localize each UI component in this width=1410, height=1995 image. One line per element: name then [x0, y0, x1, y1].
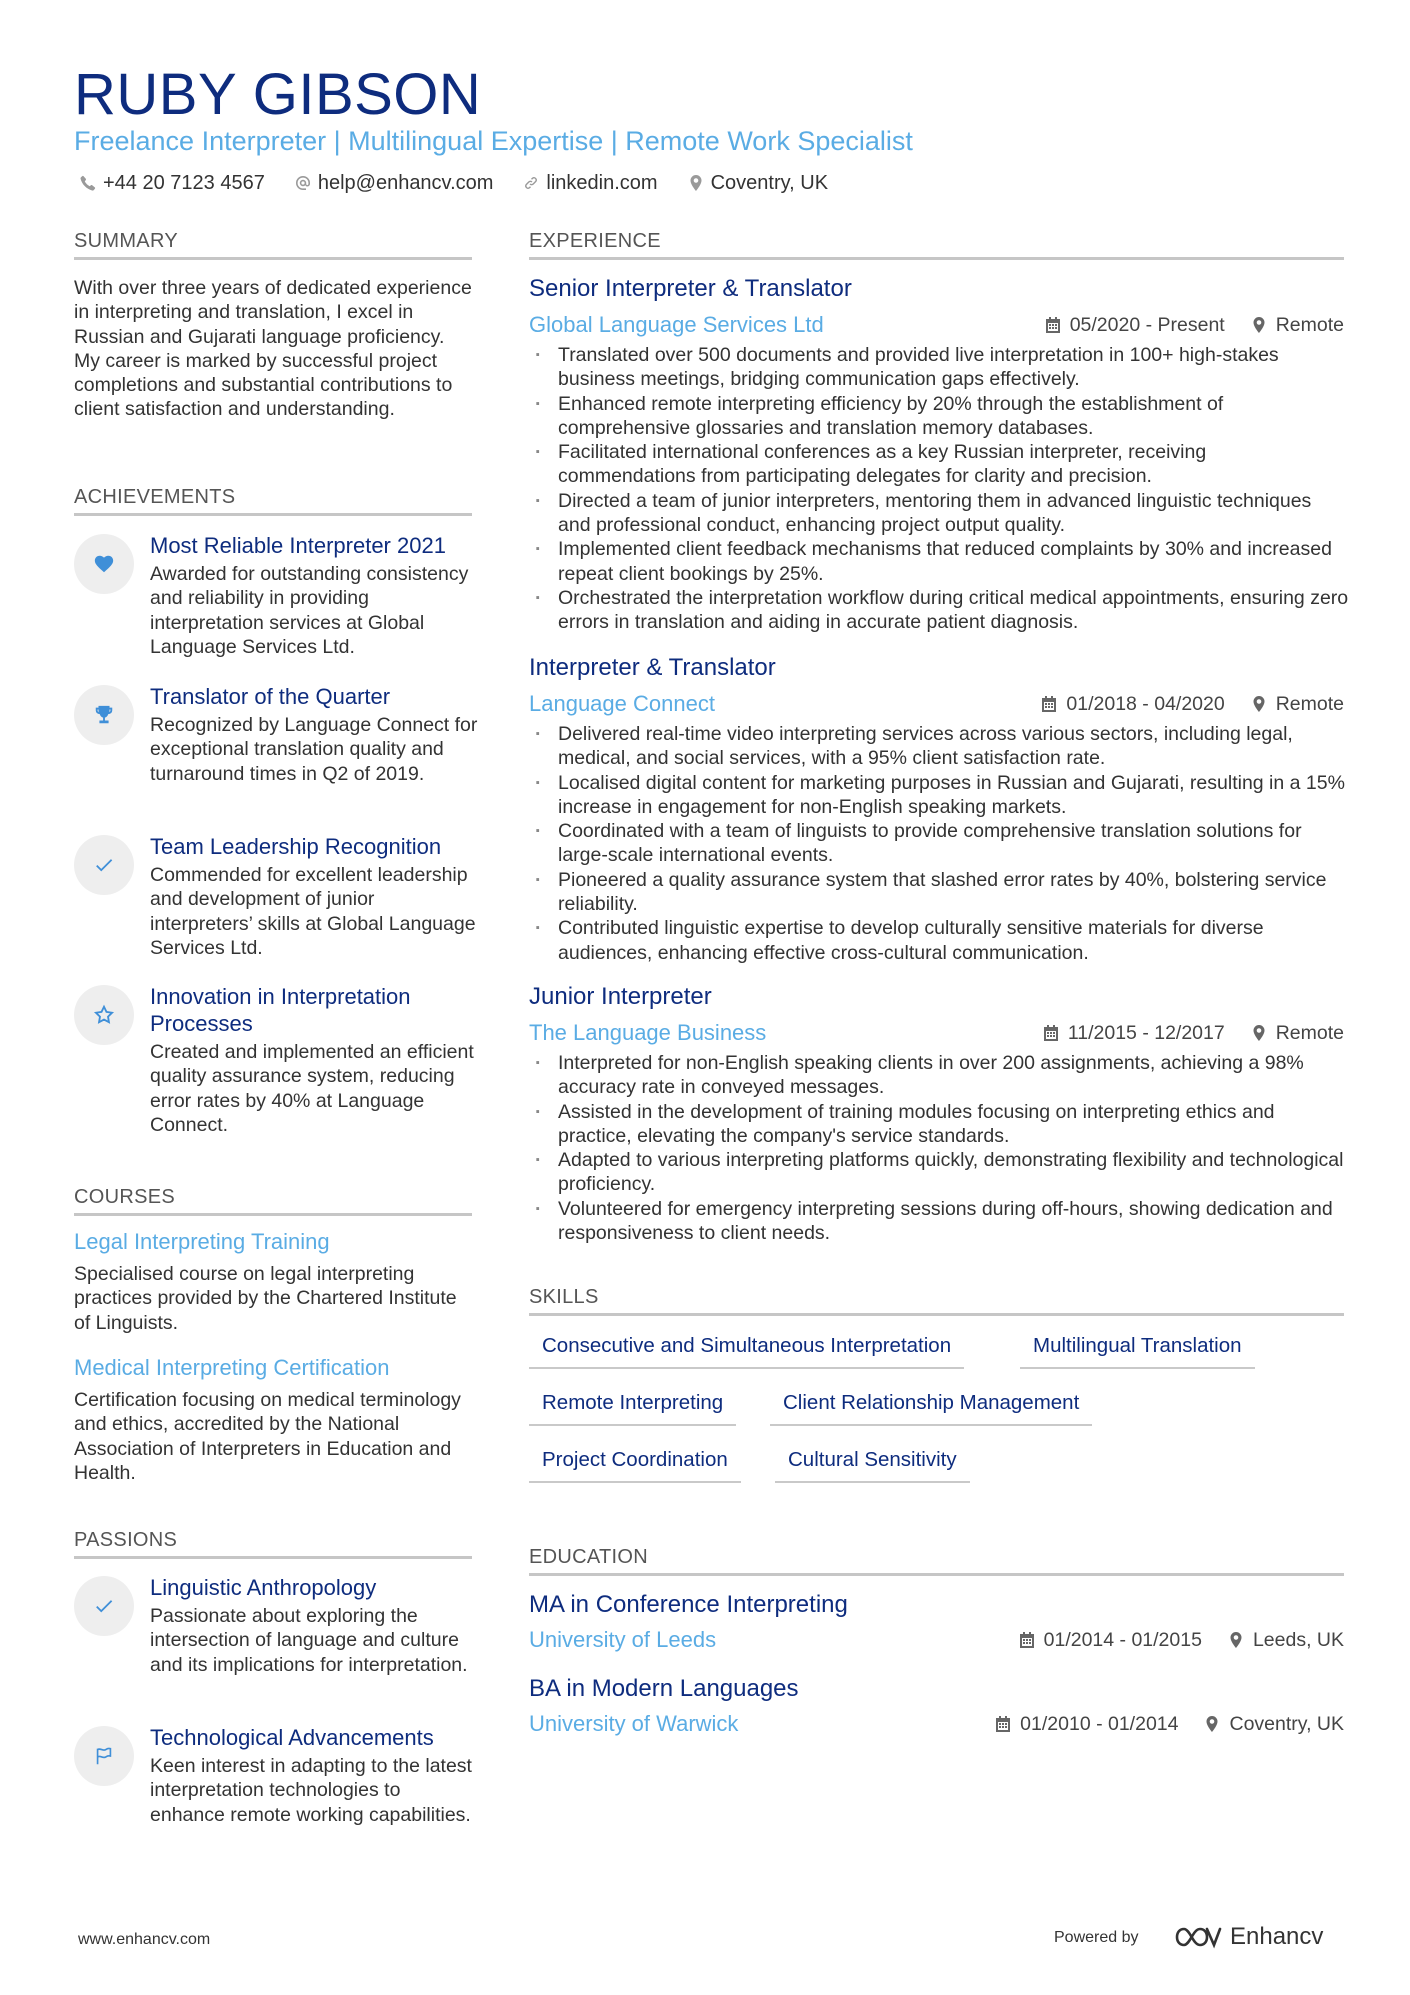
map-pin-icon: [1251, 317, 1267, 333]
skill-tag: Consecutive and Simultaneous Interpretation: [529, 1333, 964, 1369]
bullet-item: · Interpreted for non-English speaking clients in over 200 assignments, achieving a 98% accuracy rate in conveyed messages.: [529, 1051, 1349, 1100]
skill-tag: Project Coordination: [529, 1447, 741, 1483]
course-title: Legal Interpreting Training: [74, 1229, 330, 1254]
edu-dates: 01/2010 - 01/2014: [1020, 1713, 1179, 1735]
job-bullets: [529, 722, 1349, 965]
bullet-item: · Coordinated with a team of linguists to provide comprehensive translation solutions for large-scale international events.: [529, 819, 1349, 868]
achievement-title: Translator of the Quarter: [150, 684, 391, 709]
edu-location: Coventry, UK: [1229, 1713, 1344, 1735]
calendar-icon: [1045, 317, 1061, 333]
bullet-item: · Contributed linguistic expertise to develop culturally sensitive materials for diverse audiences, enhancing effective cross-cultural communication.: [529, 916, 1349, 965]
map-pin-icon: [1204, 1716, 1220, 1732]
education-heading: EDUCATION: [529, 1545, 1344, 1576]
skill-tag: Cultural Sensitivity: [775, 1447, 970, 1483]
map-pin-icon: [1251, 696, 1267, 712]
job-dates: 01/2018 - 04/2020: [1066, 693, 1225, 715]
check-icon: [93, 854, 115, 876]
bullet-item: · Adapted to various interpreting platforms quickly, demonstrating flexibility and technological proficiency.: [529, 1148, 1349, 1197]
contact-linkedin[interactable]: [523, 170, 657, 196]
enhancv-logo-icon: [1174, 1924, 1222, 1950]
map-pin-icon: [1251, 1025, 1267, 1041]
course-title: Medical Interpreting Certification: [74, 1355, 390, 1380]
candidate-name: RUBY GIBSON: [74, 62, 482, 127]
achievement-desc: Awarded for outstanding consistency and reliability in providing interpretation services at Global Language Services Ltd.: [150, 563, 469, 658]
job-company: Language Connect: [529, 691, 715, 716]
trophy-icon: [93, 704, 115, 726]
achievement-desc: Commended for excellent leadership and development of junior interpreters’ skills at Global Language Services Ltd.: [150, 864, 476, 959]
edu-degree: BA in Modern Languages: [529, 1675, 799, 1702]
bullet-item: · Pioneered a quality assurance system that slashed error rates by 40%, bolstering service reliability.: [529, 868, 1349, 917]
achievement-title: Most Reliable Interpreter 2021: [150, 533, 446, 558]
job-dates: 11/2015 - 12/2017: [1067, 1022, 1225, 1044]
footer-url[interactable]: www.enhancv.com: [78, 1931, 211, 1948]
skills-heading: SKILLS: [529, 1285, 1344, 1316]
edu-meta: [995, 1711, 1344, 1737]
bullet-item: · Directed a team of junior interpreters, mentoring them in advanced linguistic techniques and professional conduct, enhancing project output quality.: [529, 489, 1349, 538]
calendar-icon: [1041, 696, 1057, 712]
footer-brand-logo[interactable]: [1174, 1920, 1323, 1954]
bullet-item: · Implemented client feedback mechanisms that reduced complaints by 30% and increased repeat client bookings by 25%.: [529, 537, 1349, 586]
job-location: Remote: [1275, 1022, 1344, 1044]
job-title: Interpreter & Translator: [529, 654, 776, 681]
job-dates: 05/2020 - Present: [1069, 314, 1225, 336]
passion-desc: Passionate about exploring the intersection of language and culture and its implications for interpretation.: [150, 1605, 468, 1676]
star-icon: [93, 1004, 115, 1026]
contact-email[interactable]: [295, 170, 494, 196]
job-bullets: [529, 1051, 1349, 1245]
bullet-item: · Facilitated international conferences as a key Russian interpreter, receiving commendations from participating delegates for clarity and precision.: [529, 440, 1349, 489]
edu-school: University of Warwick: [529, 1711, 739, 1736]
footer-brand-text: Enhancv: [1230, 1923, 1324, 1950]
skill-tag: Remote Interpreting: [529, 1390, 736, 1426]
job-company: The Language Business: [529, 1020, 767, 1045]
bullet-item: · Localised digital content for marketing purposes in Russian and Gujarati, resulting in a 15% increase in engagement for non-English speaking markets.: [529, 771, 1349, 820]
bullet-item: · Enhanced remote interpreting efficiency by 20% through the establishment of comprehensive glossaries and translation memory databases.: [529, 392, 1349, 441]
job-title: Junior Interpreter: [529, 983, 712, 1010]
edu-degree: MA in Conference Interpreting: [529, 1591, 848, 1618]
job-bullets: [529, 343, 1349, 635]
candidate-tagline: Freelance Interpreter | Multilingual Expertise | Remote Work Specialist: [74, 126, 913, 156]
flag-icon: [93, 1745, 115, 1767]
map-pin-icon: [688, 175, 704, 191]
bullet-item: · Volunteered for emergency interpreting sessions during off-hours, showing dedication and responsiveness to client needs.: [529, 1197, 1349, 1246]
passion-title: Technological Advancements: [150, 1725, 434, 1750]
edu-dates: 01/2014 - 01/2015: [1043, 1629, 1202, 1651]
edu-meta: [1019, 1627, 1344, 1653]
calendar-icon: [995, 1716, 1011, 1732]
email-text[interactable]: help@enhancv.com: [317, 172, 494, 194]
contact-location: [688, 170, 828, 196]
map-pin-icon: [1228, 1632, 1244, 1648]
job-company: Global Language Services Ltd: [529, 312, 824, 337]
skill-tag: Multilingual Translation: [1020, 1333, 1255, 1369]
footer-powered-by: Powered by: [1054, 1929, 1139, 1946]
passion-desc: Keen interest in adapting to the latest interpretation technologies to enhance remote working capabilities.: [150, 1755, 472, 1826]
linkedin-text[interactable]: linkedin.com: [546, 172, 658, 194]
job-title: Senior Interpreter & Translator: [529, 275, 852, 302]
bullet-item: · Translated over 500 documents and provided live interpretation in 100+ high-stakes business meetings, bridging communication gaps effectively.: [529, 343, 1349, 392]
course-desc: Specialised course on legal interpreting practices provided by the Chartered Institute of Linguists.: [74, 1263, 457, 1334]
bullet-item: · Delivered real-time video interpreting services across various sectors, including legal, medical, and social services, with a 95% client satisfaction rate.: [529, 722, 1349, 771]
course-desc: Certification focusing on medical terminology and ethics, accredited by the National Association of Interpreters in Education and Health.: [74, 1389, 461, 1484]
calendar-icon: [1043, 1025, 1059, 1041]
check-icon: [93, 1595, 115, 1617]
contact-phone: [80, 170, 265, 196]
job-meta: [1041, 691, 1344, 717]
achievement-desc: Created and implemented an efficient quality assurance system, reducing error rates by 40% at Language Connect.: [150, 1041, 474, 1136]
phone-text: +44 20 7123 4567: [103, 172, 265, 194]
passions-heading: PASSIONS: [74, 1528, 472, 1559]
bullet-item: · Assisted in the development of training modules focusing on interpreting ethics and practice, elevating the company's service standards.: [529, 1100, 1349, 1149]
edu-school: University of Leeds: [529, 1627, 717, 1652]
summary-heading: SUMMARY: [74, 229, 472, 260]
contact-bar: [80, 170, 828, 196]
achievement-title: Team Leadership Recognition: [150, 834, 442, 859]
job-location: Remote: [1275, 693, 1344, 715]
job-location: Remote: [1275, 314, 1344, 336]
achievement-desc: Recognized by Language Connect for exceptional translation quality and turnaround times in Q2 of 2019.: [150, 714, 478, 785]
calendar-icon: [1019, 1632, 1035, 1648]
job-meta: [1043, 1020, 1344, 1046]
edu-location: Leeds, UK: [1252, 1629, 1344, 1651]
phone-icon: [80, 175, 96, 191]
bullet-item: · Orchestrated the interpretation workflow during critical medical appointments, ensuring zero errors in translation and aiding in accurate patient diagnosis.: [529, 586, 1349, 635]
link-icon: [523, 175, 539, 191]
at-icon: [295, 175, 311, 191]
summary-text: With over three years of dedicated experience in interpreting and translation, I excel in Russian and Gujarati language proficiency. My career is marked by successful project completions and substantial contributions to client satisfaction and understanding.: [74, 277, 472, 421]
passion-title: Linguistic Anthropology: [150, 1575, 377, 1600]
location-text: Coventry, UK: [710, 172, 829, 194]
achievement-title: Innovation in Interpretation Processes: [150, 984, 411, 1036]
job-meta: [1045, 312, 1344, 338]
achievements-heading: ACHIEVEMENTS: [74, 485, 472, 516]
courses-heading: COURSES: [74, 1185, 472, 1216]
heart-icon: [93, 553, 115, 575]
skill-tag: Client Relationship Management: [770, 1390, 1092, 1426]
experience-heading: EXPERIENCE: [529, 229, 1344, 260]
